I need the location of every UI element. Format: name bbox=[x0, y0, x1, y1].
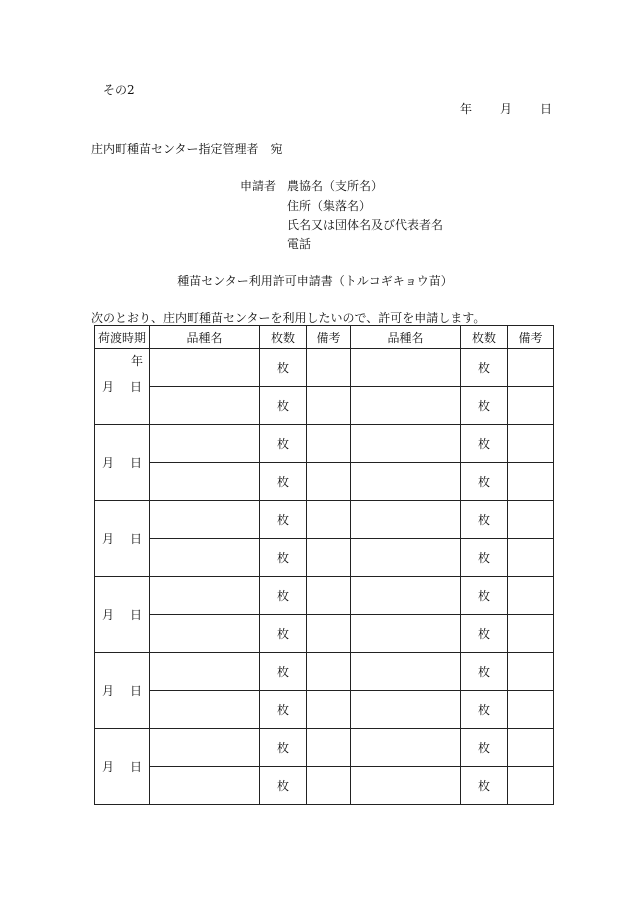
header-remarks: 備考 bbox=[307, 326, 351, 349]
unit-label: 枚 bbox=[477, 627, 490, 641]
variety-cell[interactable] bbox=[150, 349, 260, 387]
count-cell[interactable] bbox=[461, 387, 508, 425]
table-row bbox=[95, 463, 554, 501]
remarks-cell[interactable] bbox=[307, 501, 351, 539]
remarks-cell[interactable] bbox=[307, 729, 351, 767]
variety-cell[interactable] bbox=[150, 767, 260, 805]
unit-label: 枚 bbox=[477, 399, 490, 413]
remarks-cell[interactable] bbox=[307, 349, 351, 387]
count-cell[interactable] bbox=[260, 425, 307, 463]
table-row bbox=[95, 539, 554, 577]
submission-date bbox=[460, 100, 552, 117]
count-cell[interactable] bbox=[461, 463, 508, 501]
month-day-label bbox=[102, 608, 142, 622]
month-label: 月 bbox=[101, 380, 114, 394]
table-row bbox=[95, 691, 554, 729]
count-cell[interactable] bbox=[260, 577, 307, 615]
remarks-cell[interactable] bbox=[508, 691, 554, 729]
unit-label: 枚 bbox=[477, 779, 490, 793]
remarks-cell[interactable] bbox=[508, 387, 554, 425]
month-day-label bbox=[102, 456, 142, 470]
remarks-cell[interactable] bbox=[307, 653, 351, 691]
delivery-schedule-table bbox=[94, 325, 554, 805]
day-label: 日 bbox=[130, 608, 143, 622]
remarks-cell[interactable] bbox=[307, 577, 351, 615]
delivery-date-cell[interactable] bbox=[95, 501, 150, 577]
date-day-label: 日 bbox=[539, 102, 552, 116]
variety-cell[interactable] bbox=[150, 615, 260, 653]
day-label: 日 bbox=[130, 380, 143, 394]
intro-text: 次のとおり、庄内町種苗センターを利用したいので、許可を申請します。 bbox=[91, 311, 486, 325]
unit-label: 枚 bbox=[477, 551, 490, 565]
remarks-cell[interactable] bbox=[508, 501, 554, 539]
month-day-label bbox=[102, 380, 142, 394]
unit-label: 枚 bbox=[276, 513, 289, 527]
variety-cell[interactable] bbox=[351, 501, 461, 539]
unit-label: 枚 bbox=[477, 513, 490, 527]
unit-label: 枚 bbox=[276, 741, 289, 755]
count-cell[interactable] bbox=[260, 501, 307, 539]
count-cell[interactable] bbox=[260, 691, 307, 729]
variety-cell[interactable] bbox=[150, 691, 260, 729]
variety-cell[interactable] bbox=[351, 577, 461, 615]
table-row bbox=[95, 349, 554, 387]
date-year-label: 年 bbox=[459, 102, 472, 116]
count-cell[interactable] bbox=[461, 691, 508, 729]
remarks-cell[interactable] bbox=[307, 387, 351, 425]
month-label: 月 bbox=[101, 760, 114, 774]
month-label: 月 bbox=[101, 608, 114, 622]
document-number: その2 bbox=[103, 83, 135, 97]
variety-cell[interactable] bbox=[351, 387, 461, 425]
remarks-cell[interactable] bbox=[307, 463, 351, 501]
count-cell[interactable] bbox=[461, 539, 508, 577]
count-cell[interactable] bbox=[260, 767, 307, 805]
applicant-field-phone: 電話 bbox=[287, 237, 312, 251]
unit-label: 枚 bbox=[276, 475, 289, 489]
remarks-cell[interactable] bbox=[508, 539, 554, 577]
count-cell[interactable] bbox=[260, 729, 307, 767]
unit-label: 枚 bbox=[276, 551, 289, 565]
variety-cell[interactable] bbox=[150, 577, 260, 615]
count-cell[interactable] bbox=[461, 349, 508, 387]
header-delivery-date: 荷渡時期 bbox=[95, 326, 150, 349]
variety-cell[interactable] bbox=[351, 729, 461, 767]
remarks-cell[interactable] bbox=[307, 691, 351, 729]
count-cell[interactable] bbox=[260, 539, 307, 577]
remarks-cell[interactable] bbox=[508, 767, 554, 805]
header-variety: 品種名 bbox=[351, 326, 461, 349]
applicant-field-name: 氏名又は団体名及び代表者名 bbox=[287, 218, 444, 232]
variety-cell[interactable] bbox=[351, 691, 461, 729]
delivery-date-cell[interactable] bbox=[95, 729, 150, 805]
day-label: 日 bbox=[130, 684, 143, 698]
unit-label: 枚 bbox=[276, 399, 289, 413]
month-day-label bbox=[102, 760, 142, 774]
table-row bbox=[95, 425, 554, 463]
count-cell[interactable] bbox=[260, 463, 307, 501]
applicant-label: 申請者 bbox=[240, 179, 277, 193]
unit-label: 枚 bbox=[477, 475, 490, 489]
form-title: 種苗センター利用許可申請書（トルコギキョウ苗） bbox=[177, 274, 453, 288]
variety-cell[interactable] bbox=[150, 387, 260, 425]
variety-cell[interactable] bbox=[351, 539, 461, 577]
date-month-label: 月 bbox=[499, 102, 512, 116]
unit-label: 枚 bbox=[477, 741, 490, 755]
remarks-cell[interactable] bbox=[508, 653, 554, 691]
addressee: 庄内町種苗センター指定管理者 宛 bbox=[91, 142, 283, 156]
table-row bbox=[95, 767, 554, 805]
month-label: 月 bbox=[101, 532, 114, 546]
variety-cell[interactable] bbox=[150, 501, 260, 539]
remarks-cell[interactable] bbox=[307, 425, 351, 463]
remarks-cell[interactable] bbox=[508, 463, 554, 501]
count-cell[interactable] bbox=[260, 615, 307, 653]
unit-label: 枚 bbox=[276, 589, 289, 603]
applicant-field-address: 住所（集落名） bbox=[287, 199, 372, 213]
remarks-cell[interactable] bbox=[307, 539, 351, 577]
count-cell[interactable] bbox=[461, 425, 508, 463]
remarks-cell[interactable] bbox=[508, 729, 554, 767]
remarks-cell[interactable] bbox=[508, 577, 554, 615]
remarks-cell[interactable] bbox=[508, 425, 554, 463]
remarks-cell[interactable] bbox=[508, 349, 554, 387]
delivery-date-cell[interactable] bbox=[95, 425, 150, 501]
count-cell[interactable] bbox=[461, 767, 508, 805]
variety-cell[interactable] bbox=[351, 463, 461, 501]
variety-cell[interactable] bbox=[351, 615, 461, 653]
month-day-label bbox=[102, 684, 142, 698]
day-label: 日 bbox=[130, 532, 143, 546]
unit-label: 枚 bbox=[276, 627, 289, 641]
table-row bbox=[95, 387, 554, 425]
unit-label: 枚 bbox=[477, 703, 490, 717]
variety-cell[interactable] bbox=[150, 425, 260, 463]
count-cell[interactable] bbox=[260, 387, 307, 425]
unit-label: 枚 bbox=[276, 361, 289, 375]
remarks-cell[interactable] bbox=[307, 767, 351, 805]
month-day-label bbox=[102, 532, 142, 546]
unit-label: 枚 bbox=[276, 665, 289, 679]
day-label: 日 bbox=[130, 760, 143, 774]
variety-cell[interactable] bbox=[150, 463, 260, 501]
variety-cell[interactable] bbox=[150, 653, 260, 691]
unit-label: 枚 bbox=[477, 589, 490, 603]
variety-cell[interactable] bbox=[150, 729, 260, 767]
variety-cell[interactable] bbox=[351, 425, 461, 463]
header-variety: 品種名 bbox=[150, 326, 260, 349]
variety-cell[interactable] bbox=[351, 653, 461, 691]
table-row bbox=[95, 577, 554, 615]
header-count: 枚数 bbox=[461, 326, 508, 349]
count-cell[interactable] bbox=[461, 729, 508, 767]
count-cell[interactable] bbox=[260, 349, 307, 387]
header-count: 枚数 bbox=[260, 326, 307, 349]
variety-cell[interactable] bbox=[351, 349, 461, 387]
table-row bbox=[95, 615, 554, 653]
unit-label: 枚 bbox=[276, 703, 289, 717]
unit-label: 枚 bbox=[477, 665, 490, 679]
month-label: 月 bbox=[101, 684, 114, 698]
unit-label: 枚 bbox=[276, 779, 289, 793]
delivery-date-cell[interactable] bbox=[95, 349, 150, 425]
year-label: 年 bbox=[130, 354, 143, 368]
remarks-cell[interactable] bbox=[508, 615, 554, 653]
unit-label: 枚 bbox=[276, 437, 289, 451]
day-label: 日 bbox=[130, 456, 143, 470]
count-cell[interactable] bbox=[260, 653, 307, 691]
unit-label: 枚 bbox=[477, 437, 490, 451]
count-cell[interactable] bbox=[461, 577, 508, 615]
table-header-row bbox=[95, 326, 554, 349]
table-row bbox=[95, 501, 554, 539]
variety-cell[interactable] bbox=[150, 539, 260, 577]
delivery-date-cell[interactable] bbox=[95, 653, 150, 729]
variety-cell[interactable] bbox=[351, 767, 461, 805]
table-row bbox=[95, 653, 554, 691]
count-cell[interactable] bbox=[461, 501, 508, 539]
unit-label: 枚 bbox=[477, 361, 490, 375]
table-row bbox=[95, 729, 554, 767]
header-remarks: 備考 bbox=[508, 326, 554, 349]
count-cell[interactable] bbox=[461, 615, 508, 653]
delivery-date-cell[interactable] bbox=[95, 577, 150, 653]
count-cell[interactable] bbox=[461, 653, 508, 691]
month-label: 月 bbox=[101, 456, 114, 470]
applicant-field-agency: 農協名（支所名） bbox=[287, 179, 384, 193]
remarks-cell[interactable] bbox=[307, 615, 351, 653]
